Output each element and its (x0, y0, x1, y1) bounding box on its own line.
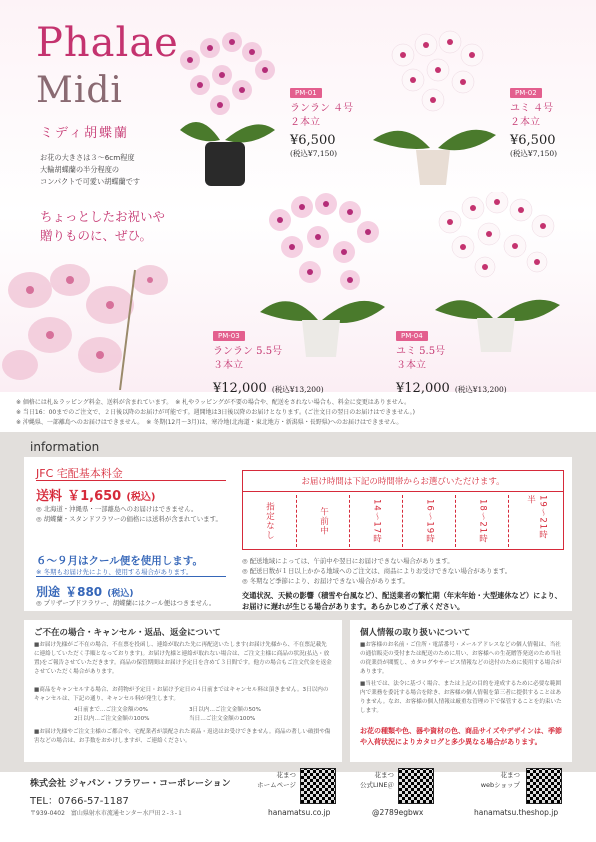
cancel-heading: ご不在の場合・キャンセル・返品、返金について (34, 628, 221, 638)
product-price-tax: (税込¥7,150) (290, 149, 338, 158)
brand-name-line2: Midi (36, 70, 123, 111)
company-address: 〒939-0402 富山県射水市流通センター水戸田２-３-１ (30, 810, 183, 817)
product-code-badge: PM-03 (213, 331, 245, 341)
delivery-time-divider (243, 491, 563, 492)
bullet-icon: ◎ (36, 599, 44, 607)
product-price-tax: (税込¥7,150) (510, 149, 558, 158)
cancel-fee-list: 4日前まで…ご注文金額の0% 2日以内…ご注文金額の100% (74, 707, 150, 722)
product-price: ¥6,500 (290, 133, 336, 148)
cancel-para: お届け先様がご不在の場合、不在票を投函し、連絡が取れた先に再配送いたします(お届け先様から、不在票記載先に連絡していただく手順となっております)。お届け先様と連絡が取れない場合は、ご注文主様に商品の状況(払込・放置)をご報告させていただきます。商品の保管期間はお届け予定日を含めて３日間です。他方の場合もご注文代金を返金させていただく場合があります。 (34, 642, 332, 675)
catch-copy-line: 贈りものに、ぜひ。 (40, 228, 153, 243)
product-image-pm02 (368, 30, 498, 190)
bullet-icon: ◎ (242, 577, 250, 585)
webshop-url[interactable]: hanamatsu.theshop.jp (474, 808, 559, 817)
delivery-time-box (242, 470, 564, 550)
delivery-warning: 交通状況、天候の影響（積雪や台風など）、配送業者の繁忙期（年末年始・大型連休など）により、お届けに遅れが生じる場合があります。あらかじめご了承ください。 (242, 591, 562, 611)
brand-subtitle: ミディ胡蝶蘭 (40, 126, 129, 141)
bullet-icon: ■ (360, 642, 366, 648)
fee-bullet: 胡蝶蘭・スタンドフラワーの価格には送料が含まれています。 (43, 515, 222, 523)
company-name: 株式会社 ジャパン・フラワー・コーポレーション (30, 779, 231, 789)
brand-name-line1: Phalae (36, 20, 179, 66)
shipping-label: 送料 (36, 489, 63, 504)
catch-copy-line: ちょっとしたお祝いや (40, 209, 166, 224)
cancel-fee-list: 3日以内…ご注文金額の50% 当日…ご注文金額の100% (189, 707, 261, 722)
bullet-icon: ■ (360, 681, 366, 687)
time-note: 配送日数が１日以上かかる地域へのご注文は、商品によりお受けできない場合があります。 (249, 567, 512, 575)
product-price: ¥6,500 (510, 133, 556, 148)
delivery-time-heading: お届け時間は下記の時間帯からお選びいただけます。 (301, 477, 505, 487)
time-note: 冬期など季節により、お届けできない場合があります。 (249, 577, 409, 585)
product-name: ランラン ４号 (290, 103, 354, 114)
shipping-info-card (24, 457, 572, 611)
note-line: ※ 価格には札＆ラッピング料金、送料が含まれています。 ※ 札やラッピングが不要の場合や、配送をされない場合も、料金に変更はありません。 (16, 399, 411, 406)
product-code-badge: PM-02 (510, 88, 542, 98)
cancel-policy-card (24, 620, 342, 762)
cancel-para: 商品をキャンセルする場合、お荷物が予定日・お届け予定日の４日前まではキャンセル料は頂きません。3日以内のキャンセルは、下記の通り、キャンセル料が発生します。 (34, 687, 329, 702)
webshop-qr-code[interactable] (526, 768, 562, 804)
time-slot[interactable]: 指定なし (264, 502, 275, 540)
line-qr-code[interactable] (398, 768, 434, 804)
product-card-pm04[interactable] (396, 323, 507, 396)
product-card-pm01[interactable] (290, 80, 353, 159)
bullet-icon: ■ (34, 642, 40, 648)
cool-tax: (税込) (107, 589, 134, 599)
homepage-label: 花まつ ホームページ (257, 771, 296, 789)
note-line: ※ 沖縄県、一部離島へのお届けはできません。 ※ 冬期(12月～3月)は、寒冷地(北海道・東北地方・新潟県・長野県)へのお届けはできません。 (16, 419, 403, 426)
product-stems: ３本立 (396, 360, 426, 371)
privacy-heading: 個人情報の取り扱いについて (360, 628, 471, 638)
notes-list (16, 398, 586, 428)
homepage-url[interactable]: hanamatsu.co.jp (268, 808, 331, 817)
cool-heading: ６～９月はクール便を使用します。 (36, 555, 203, 567)
fee-divider (36, 480, 226, 481)
product-price: ¥12,000 (213, 381, 267, 396)
time-slot[interactable]: 14〜17時 (349, 495, 403, 547)
time-slot[interactable]: 18〜21時 (455, 495, 509, 547)
privacy-warning: お花の種類や色、器や資材の色、商品サイズやデザインは、季節や入荷状況によりカタログと多少異なる場合があります。 (360, 727, 562, 746)
shipping-tax: (税込) (126, 492, 156, 503)
fee-heading: JFC 宅配基本料金 (36, 467, 123, 480)
intro-line: お花の大きさは３～6cm程度 (40, 153, 135, 162)
delivery-time-slots (243, 495, 563, 547)
bullet-icon: ◎ (36, 505, 44, 513)
intro-line: 大輪胡蝶蘭の半分程度の (40, 165, 120, 174)
line-label: 花まつ 公式LINE＠ (359, 771, 394, 789)
homepage-qr-code[interactable] (300, 768, 336, 804)
cool-value: ￥880 (65, 585, 103, 599)
cancel-para: お届け先様やご注文主様のご都合や、宅配業者が誤配された商品・返送はお受けできません。商品の著しい破損や傷害などの場合は、お手数をおかけしますが、ご連絡ください。 (34, 729, 331, 744)
product-card-pm03[interactable] (213, 323, 324, 396)
line-id[interactable]: @2789egbwx (372, 808, 424, 817)
product-code-badge: PM-04 (396, 331, 428, 341)
bullet-icon: ◎ (36, 515, 44, 523)
intro-line: コンパクトで可愛い胡蝶蘭です (40, 177, 141, 186)
note-line: ※ 当日16：00までのご注文で、２日後以降のお届けが可能です。週開地は3日後以降のお届けとなります。(ご注文日の翌日のお届けはできません。) (16, 409, 415, 416)
product-name: ユミ 5.5号 (396, 346, 446, 357)
information-title: information (30, 440, 100, 454)
product-name: ユミ ４号 (510, 103, 554, 114)
time-slot[interactable]: 午前中 (296, 495, 350, 547)
cool-bullet: プリザーブドフラワー、胡蝶蘭にはクール便はつきません。 (43, 599, 216, 607)
product-stems: ２本立 (510, 117, 540, 128)
product-stems: ２本立 (290, 117, 320, 128)
product-card-pm02[interactable] (510, 80, 557, 159)
time-slot[interactable]: 19〜21時半 (508, 495, 564, 547)
product-name: ランラン 5.5号 (213, 346, 283, 357)
privacy-para: 当社では、法令に基づく場合、または上記の目的を達成するために必要な範囲内で業務を委託する場合を除き、お客様の個人情報を第三者に提供することはありません。なお、お客様の個人情報は厳重な管理の下で保管することを約束いたします。 (360, 681, 562, 714)
webshop-label: 花まつ webショップ (480, 771, 520, 789)
product-stems: ３本立 (213, 360, 243, 371)
product-code-badge: PM-01 (290, 88, 322, 98)
bullet-icon: ◎ (242, 557, 250, 565)
cool-label: 別途 (36, 585, 61, 599)
bullet-icon: ◎ (242, 567, 250, 575)
bullet-icon: ■ (34, 729, 40, 735)
shipping-value: ￥1,650 (67, 489, 122, 504)
time-slot[interactable]: 16〜19時 (402, 495, 456, 547)
cool-divider (36, 576, 226, 577)
privacy-policy-card (350, 620, 572, 762)
bullet-icon: ■ (34, 687, 40, 693)
product-price: ¥12,000 (396, 381, 450, 396)
product-image-pm01 (160, 30, 285, 190)
fee-bullet: 北海道・沖縄県・一部離島へのお届けはできません。 (43, 505, 198, 513)
product-price-tax: (税込¥13,200) (271, 385, 324, 394)
product-price-tax: (税込¥13,200) (454, 385, 507, 394)
company-tel[interactable]: TEL：0766-57-1187 (30, 796, 129, 807)
cool-sub: ※ 冬期もお届け先により、使用する場合があります。 (36, 568, 193, 576)
privacy-para: お客様のお名前・ご住所・電話番号・メールアドレスなどの個人情報は、当社の通信販売の受付または配送のために用い、お客様への生花贈答発送のため当社の従業員が閲覧し、カタログやサービス情報などの送付のために使用する場合があります。 (360, 642, 562, 675)
orchid-background-image (0, 250, 200, 390)
time-note: 配送地域によっては、午前中や翌日にお届けできない場合があります。 (249, 557, 454, 565)
